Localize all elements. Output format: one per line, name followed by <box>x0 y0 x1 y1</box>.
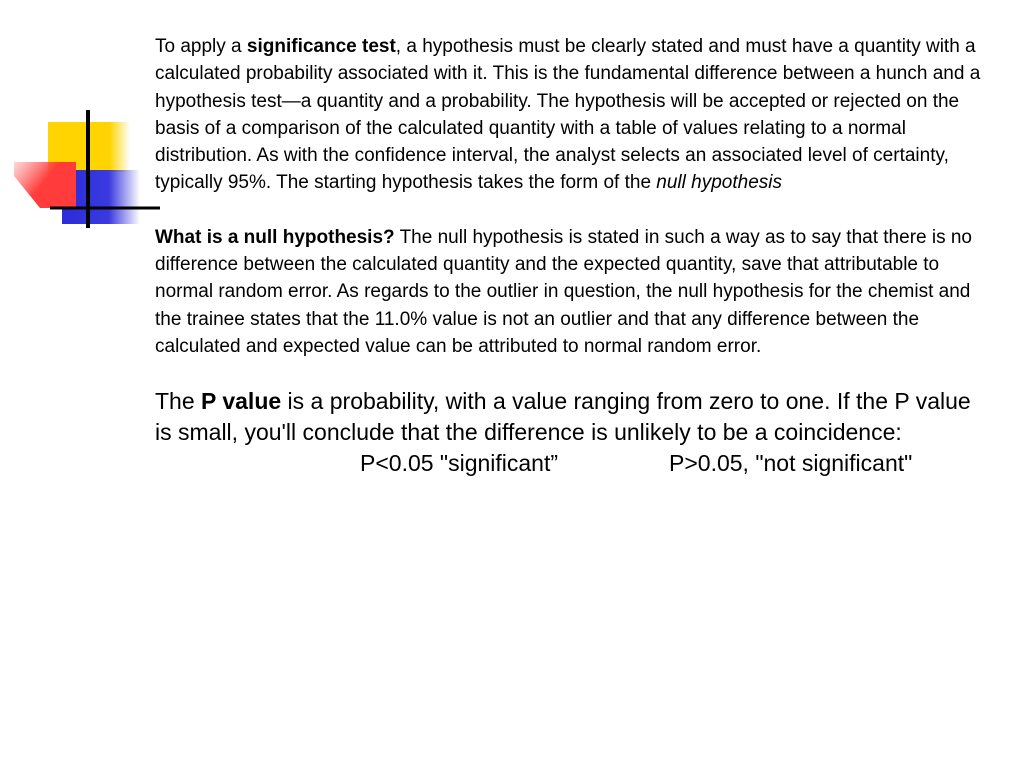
threshold-not-significant: P>0.05, "not significant" <box>669 450 913 477</box>
slide-body <box>155 33 985 479</box>
term-p-value: P value <box>201 388 282 415</box>
term-significance-test: significance test <box>246 36 396 57</box>
text-run: The null hypothesis is stated in such a way as to say that there is no difference between the calculated quantity and the expected quantity, save that attributable to normal random error. As regards to the outlier in question, the null hypothesis for the chemist and the trainee states that the 11.0% value is not an outlier and that any difference between the calculated and expected value can be attributed to normal random error. <box>155 226 972 357</box>
text-run: The <box>155 388 202 415</box>
spacer <box>155 197 985 224</box>
paragraph-significance-test <box>155 33 985 197</box>
question-heading: What is a null hypothesis? <box>155 226 395 248</box>
text-run: , a hypothesis must be clearly stated and must have a quantity with a calculated probability associated with it. This is the fundamental difference between a hunch and a hypothesis test—a quantity and a probability. The hypothesis will be accepted or rejected on the basis of a comparison of the calculated quantity with a table of values relating to a normal distribution. As with the confidence interval, the analyst selects an associated level of certainty, typically 95%. The starting hypothesis takes the form of the <box>155 36 981 194</box>
paragraph-null-hypothesis <box>155 224 985 360</box>
spacer <box>155 360 985 386</box>
threshold-significant: P<0.05 "significant” <box>360 450 559 477</box>
text-run: To apply a <box>155 36 247 57</box>
red-block <box>14 162 76 208</box>
p-value-thresholds <box>155 448 985 479</box>
decorative-corner-blocks <box>0 0 160 240</box>
text-run: is a probability, with a value ranging from zero to one. If the P value is small, you'll conclude that the difference is unlikely to be a coincidence: <box>155 388 971 446</box>
term-null-hypothesis: null hypothesis <box>656 172 782 194</box>
paragraph-p-value <box>155 386 985 448</box>
